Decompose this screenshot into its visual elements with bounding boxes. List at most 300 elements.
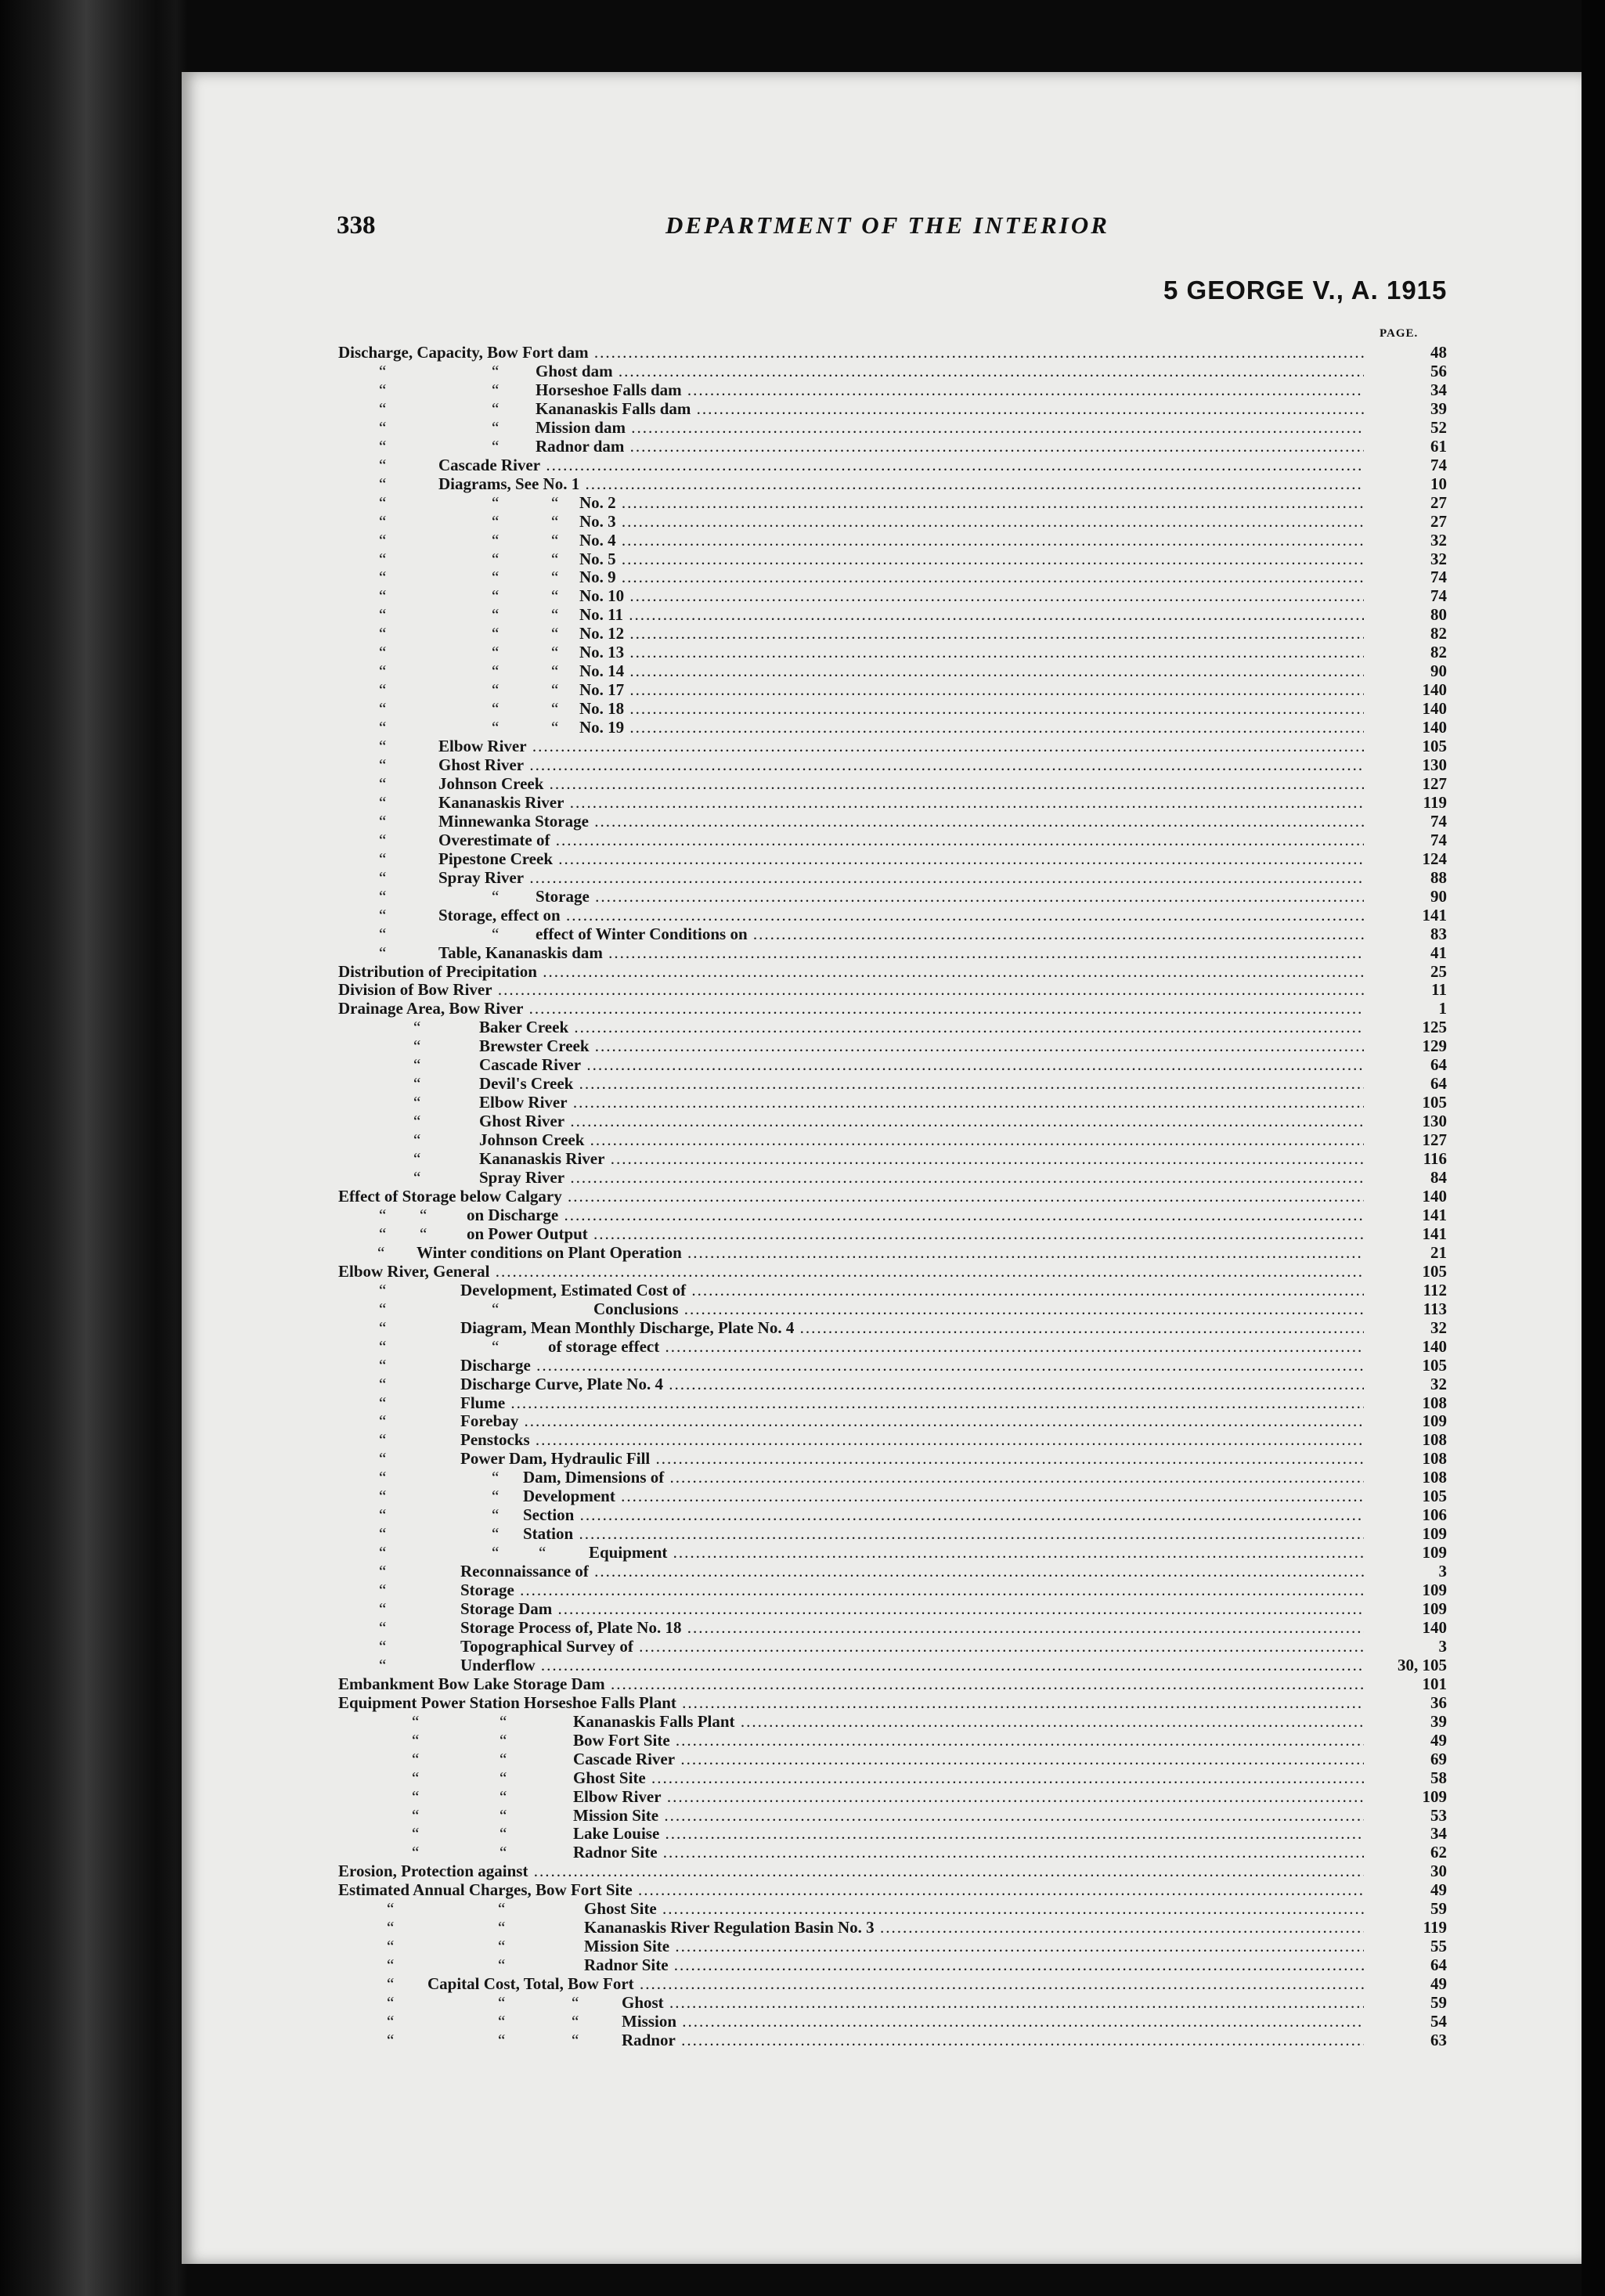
ditto-mark: “ bbox=[387, 1974, 395, 1993]
ditto-mark: “ bbox=[379, 550, 387, 568]
ditto-mark: “ bbox=[379, 774, 387, 793]
ditto-mark: “ bbox=[492, 380, 500, 399]
entry-page-number: 74 bbox=[1430, 586, 1447, 605]
ditto-mark: “ bbox=[551, 605, 559, 624]
index-entry bbox=[0, 1149, 1448, 1168]
entry-page-number: 130 bbox=[1422, 755, 1447, 774]
entry-page-number: 74 bbox=[1430, 812, 1447, 831]
entry-label: Effect of Storage below Calgary ..... bbox=[338, 1187, 1364, 1206]
index-entry bbox=[0, 1206, 1448, 1224]
entry-label: Forebay ..... bbox=[460, 1411, 1364, 1430]
ditto-mark: “ bbox=[379, 699, 387, 718]
ditto-mark: “ bbox=[500, 1843, 507, 1862]
ditto-mark: “ bbox=[500, 1824, 507, 1843]
ditto-mark: “ bbox=[492, 605, 500, 624]
ditto-mark: “ bbox=[498, 2012, 506, 2031]
entry-label: Distribution of Precipitation ..... bbox=[338, 962, 1364, 981]
entry-page-number: 108 bbox=[1422, 1449, 1447, 1468]
entry-page-number: 41 bbox=[1430, 943, 1447, 962]
entry-label: Elbow River, General ..... bbox=[338, 1262, 1364, 1281]
index-entry bbox=[0, 1731, 1448, 1750]
index-entry bbox=[0, 643, 1448, 661]
ditto-mark: “ bbox=[492, 1505, 500, 1524]
entry-label: Ghost ..... bbox=[622, 1993, 1364, 2012]
ditto-mark: “ bbox=[379, 1337, 387, 1356]
ditto-mark: “ bbox=[379, 1393, 387, 1412]
ditto-mark: “ bbox=[492, 1524, 500, 1543]
entry-page-number: 80 bbox=[1430, 605, 1447, 624]
entry-page-number: 11 bbox=[1431, 980, 1447, 999]
entry-label: on Discharge ..... bbox=[467, 1206, 1364, 1224]
ditto-mark: “ bbox=[379, 531, 387, 550]
index-entry bbox=[0, 661, 1448, 680]
ditto-mark: “ bbox=[412, 1824, 420, 1843]
entry-label: No. 9 ..... bbox=[579, 568, 1364, 586]
entry-page-number: 55 bbox=[1430, 1937, 1447, 1955]
entry-page-number: 54 bbox=[1430, 2012, 1447, 2031]
index-entry bbox=[0, 1112, 1448, 1130]
entry-label: Spray River ..... bbox=[479, 1168, 1364, 1187]
index-entry bbox=[0, 1974, 1448, 1993]
ditto-mark: “ bbox=[379, 399, 387, 418]
index-entry bbox=[0, 586, 1448, 605]
entry-page-number: 109 bbox=[1422, 1411, 1447, 1430]
ditto-mark: “ bbox=[500, 1768, 507, 1787]
ditto-mark: “ bbox=[387, 1899, 395, 1918]
ditto-mark: “ bbox=[379, 624, 387, 643]
entry-label: Elbow River ..... bbox=[479, 1093, 1364, 1112]
entry-page-number: 58 bbox=[1430, 1768, 1447, 1787]
entry-label: Underflow ..... bbox=[460, 1656, 1364, 1674]
index-entry bbox=[0, 1224, 1448, 1243]
index-entry bbox=[0, 1468, 1448, 1487]
entry-label: Devil's Creek ..... bbox=[479, 1074, 1364, 1093]
index-entry bbox=[0, 699, 1448, 718]
ditto-mark: “ bbox=[498, 1955, 506, 1974]
ditto-mark: “ bbox=[379, 925, 387, 943]
ditto-mark: “ bbox=[413, 1036, 421, 1055]
index-entry bbox=[0, 868, 1448, 887]
entry-page-number: 127 bbox=[1422, 1130, 1447, 1149]
entry-label: Storage, effect on ..... bbox=[438, 906, 1364, 925]
index-entry bbox=[0, 418, 1448, 437]
entry-page-number: 52 bbox=[1430, 418, 1447, 437]
entry-page-number: 30 bbox=[1430, 1862, 1447, 1880]
index-entry bbox=[0, 550, 1448, 568]
entry-page-number: 74 bbox=[1430, 568, 1447, 586]
entry-label: Division of Bow River ..... bbox=[338, 980, 1364, 999]
index-entry bbox=[0, 1130, 1448, 1149]
ditto-mark: “ bbox=[413, 1055, 421, 1074]
entry-page-number: 119 bbox=[1423, 1918, 1447, 1937]
ditto-mark: “ bbox=[492, 1487, 500, 1505]
entry-label: No. 4 ..... bbox=[579, 531, 1364, 550]
index-entry bbox=[0, 605, 1448, 624]
index-entry bbox=[0, 456, 1448, 474]
entry-page-number: 48 bbox=[1430, 343, 1447, 362]
index-entry bbox=[0, 362, 1448, 380]
ditto-mark: “ bbox=[492, 550, 500, 568]
entry-label: Mission dam ..... bbox=[536, 418, 1364, 437]
index-entry bbox=[0, 1993, 1448, 2012]
ditto-mark: “ bbox=[379, 380, 387, 399]
ditto-mark: “ bbox=[492, 568, 500, 586]
ditto-mark: “ bbox=[412, 1843, 420, 1862]
index-entry bbox=[0, 737, 1448, 755]
index-entry bbox=[0, 906, 1448, 925]
entry-page-number: 109 bbox=[1422, 1524, 1447, 1543]
index-entry bbox=[0, 1768, 1448, 1787]
ditto-mark: “ bbox=[413, 1149, 421, 1168]
entry-page-number: 125 bbox=[1422, 1018, 1447, 1036]
ditto-mark: “ bbox=[498, 1899, 506, 1918]
ditto-mark: “ bbox=[551, 624, 559, 643]
entry-label: Development, Estimated Cost of ..... bbox=[460, 1281, 1364, 1299]
index-entry bbox=[0, 1862, 1448, 1880]
entry-page-number: 32 bbox=[1430, 1318, 1447, 1337]
entry-page-number: 34 bbox=[1430, 380, 1447, 399]
entry-label: Discharge, Capacity, Bow Fort dam ..... bbox=[338, 343, 1364, 362]
ditto-mark: “ bbox=[551, 550, 559, 568]
ditto-mark: “ bbox=[492, 887, 500, 906]
ditto-mark: “ bbox=[379, 849, 387, 868]
entry-label: Storage ..... bbox=[536, 887, 1364, 906]
ditto-mark: “ bbox=[379, 1224, 387, 1243]
entry-label: Capital Cost, Total, Bow Fort ..... bbox=[427, 1974, 1364, 1993]
index-entry bbox=[0, 1318, 1448, 1337]
entry-label: Minnewanka Storage ..... bbox=[438, 812, 1364, 831]
entry-label: Radnor dam ..... bbox=[536, 437, 1364, 456]
ditto-mark: “ bbox=[492, 362, 500, 380]
ditto-mark: “ bbox=[387, 2012, 395, 2031]
ditto-mark: “ bbox=[492, 699, 500, 718]
index-entry bbox=[0, 1337, 1448, 1356]
entry-label: Elbow River ..... bbox=[573, 1787, 1364, 1806]
ditto-mark: “ bbox=[412, 1731, 420, 1750]
entry-page-number: 108 bbox=[1422, 1430, 1447, 1449]
index-entry bbox=[0, 1787, 1448, 1806]
ditto-mark: “ bbox=[413, 1018, 421, 1036]
entry-page-number: 141 bbox=[1422, 1224, 1447, 1243]
index-entry bbox=[0, 774, 1448, 793]
ditto-mark: “ bbox=[379, 493, 387, 512]
entry-page-number: 62 bbox=[1430, 1843, 1447, 1862]
ditto-mark: “ bbox=[379, 1375, 387, 1393]
index-entry bbox=[0, 718, 1448, 737]
entry-page-number: 32 bbox=[1430, 531, 1447, 550]
ditto-mark: “ bbox=[551, 512, 559, 531]
ditto-mark: “ bbox=[413, 1112, 421, 1130]
index-entry bbox=[0, 1449, 1448, 1468]
entry-label: Equipment Power Station Horseshoe Falls Plant ..... bbox=[338, 1693, 1364, 1712]
index-entry bbox=[0, 1487, 1448, 1505]
entry-label: Storage Process of, Plate No. 18 ..... bbox=[460, 1618, 1364, 1637]
ditto-mark: “ bbox=[500, 1712, 507, 1731]
ditto-mark: “ bbox=[498, 1918, 506, 1937]
entry-page-number: 27 bbox=[1430, 493, 1447, 512]
index-entry bbox=[0, 1674, 1448, 1693]
ditto-mark: “ bbox=[379, 1562, 387, 1581]
session-label: 5 GEORGE V., A. 1915 bbox=[1163, 276, 1448, 305]
entry-label: Ghost River ..... bbox=[438, 755, 1364, 774]
ditto-mark: “ bbox=[379, 1411, 387, 1430]
ditto-mark: “ bbox=[379, 1543, 387, 1562]
entry-page-number: 25 bbox=[1430, 962, 1447, 981]
index-entry bbox=[0, 925, 1448, 943]
index-entry bbox=[0, 980, 1448, 999]
entry-page-number: 3 bbox=[1438, 1562, 1447, 1581]
ditto-mark: “ bbox=[551, 718, 559, 737]
entry-page-number: 101 bbox=[1422, 1674, 1447, 1693]
ditto-mark: “ bbox=[379, 1299, 387, 1318]
entry-label: Baker Creek ..... bbox=[479, 1018, 1364, 1036]
index-entry bbox=[0, 380, 1448, 399]
ditto-mark: “ bbox=[413, 1168, 421, 1187]
index-entry bbox=[0, 1599, 1448, 1618]
index-entry bbox=[0, 1937, 1448, 1955]
ditto-mark: “ bbox=[379, 1206, 387, 1224]
entry-label: Storage Dam ..... bbox=[460, 1599, 1364, 1618]
entry-page-number: 141 bbox=[1422, 906, 1447, 925]
ditto-mark: “ bbox=[379, 1637, 387, 1656]
entry-page-number: 109 bbox=[1422, 1543, 1447, 1562]
entry-label: No. 10 ..... bbox=[579, 586, 1364, 605]
entry-page-number: 109 bbox=[1422, 1787, 1447, 1806]
entry-label: Spray River ..... bbox=[438, 868, 1364, 887]
ditto-mark: “ bbox=[379, 1656, 387, 1674]
ditto-mark: “ bbox=[539, 1543, 546, 1562]
entry-label: Storage ..... bbox=[460, 1581, 1364, 1599]
entry-page-number: 140 bbox=[1422, 1337, 1447, 1356]
entry-page-number: 59 bbox=[1430, 1899, 1447, 1918]
entry-label: Ghost River ..... bbox=[479, 1112, 1364, 1130]
index-entry bbox=[0, 1637, 1448, 1656]
ditto-mark: “ bbox=[379, 437, 387, 456]
index-entry bbox=[0, 1618, 1448, 1637]
entry-page-number: 119 bbox=[1423, 793, 1447, 812]
ditto-mark: “ bbox=[498, 1937, 506, 1955]
ditto-mark: “ bbox=[379, 812, 387, 831]
ditto-mark: “ bbox=[379, 1468, 387, 1487]
index-entry bbox=[0, 793, 1448, 812]
entry-page-number: 3 bbox=[1438, 1637, 1447, 1656]
index-entry bbox=[0, 1055, 1448, 1074]
entry-label: Table, Kananaskis dam ..... bbox=[438, 943, 1364, 962]
entry-page-number: 30, 105 bbox=[1398, 1656, 1447, 1674]
entry-label: Station ..... bbox=[523, 1524, 1364, 1543]
index-entry bbox=[0, 887, 1448, 906]
ditto-mark: “ bbox=[379, 887, 387, 906]
entry-label: Pipestone Creek ..... bbox=[438, 849, 1364, 868]
index-entry bbox=[0, 1375, 1448, 1393]
entry-label: Topographical Survey of ..... bbox=[460, 1637, 1364, 1656]
ditto-mark: “ bbox=[387, 1955, 395, 1974]
entry-label: No. 19 ..... bbox=[579, 718, 1364, 737]
entry-page-number: 39 bbox=[1430, 399, 1447, 418]
entry-page-number: 105 bbox=[1422, 1262, 1447, 1281]
entry-page-number: 106 bbox=[1422, 1505, 1447, 1524]
entry-label: effect of Winter Conditions on ..... bbox=[536, 925, 1364, 943]
entry-label: Flume ..... bbox=[460, 1393, 1364, 1412]
entry-label: Kananaskis River ..... bbox=[438, 793, 1364, 812]
ditto-mark: “ bbox=[379, 512, 387, 531]
index-entry bbox=[0, 1262, 1448, 1281]
ditto-mark: “ bbox=[379, 568, 387, 586]
index-entry bbox=[0, 1750, 1448, 1768]
entry-page-number: 140 bbox=[1422, 699, 1447, 718]
entry-page-number: 105 bbox=[1422, 1356, 1447, 1375]
ditto-mark: “ bbox=[551, 493, 559, 512]
entry-page-number: 10 bbox=[1430, 474, 1447, 493]
index-entry bbox=[0, 1806, 1448, 1825]
entry-label: Conclusions ..... bbox=[593, 1299, 1364, 1318]
entry-label: Radnor ..... bbox=[622, 2031, 1364, 2049]
ditto-mark: “ bbox=[412, 1787, 420, 1806]
index-entry bbox=[0, 1918, 1448, 1937]
ditto-mark: “ bbox=[492, 531, 500, 550]
entry-page-number: 90 bbox=[1430, 887, 1447, 906]
index-entry bbox=[0, 1168, 1448, 1187]
ditto-mark: “ bbox=[379, 1449, 387, 1468]
ditto-mark: “ bbox=[413, 1074, 421, 1093]
ditto-mark: “ bbox=[492, 586, 500, 605]
entry-page-number: 82 bbox=[1430, 643, 1447, 661]
ditto-mark: “ bbox=[379, 418, 387, 437]
index-entry bbox=[0, 1243, 1448, 1262]
ditto-mark: “ bbox=[379, 362, 387, 380]
entry-label: No. 3 ..... bbox=[579, 512, 1364, 531]
ditto-mark: “ bbox=[379, 456, 387, 474]
ditto-mark: “ bbox=[379, 755, 387, 774]
ditto-mark: “ bbox=[379, 1356, 387, 1375]
entry-label: Mission ..... bbox=[622, 2012, 1364, 2031]
entry-label: of storage effect ..... bbox=[548, 1337, 1364, 1356]
entry-page-number: 49 bbox=[1430, 1974, 1447, 1993]
ditto-mark: “ bbox=[420, 1206, 427, 1224]
ditto-mark: “ bbox=[500, 1806, 507, 1825]
entry-page-number: 113 bbox=[1423, 1299, 1447, 1318]
entry-page-number: 21 bbox=[1430, 1243, 1447, 1262]
ditto-mark: “ bbox=[413, 1130, 421, 1149]
entry-page-number: 108 bbox=[1422, 1393, 1447, 1412]
ditto-mark: “ bbox=[379, 1430, 387, 1449]
entry-page-number: 59 bbox=[1430, 1993, 1447, 2012]
ditto-mark: “ bbox=[551, 531, 559, 550]
entry-page-number: 108 bbox=[1422, 1468, 1447, 1487]
ditto-mark: “ bbox=[492, 718, 500, 737]
ditto-mark: “ bbox=[492, 493, 500, 512]
entry-label: Cascade River ..... bbox=[573, 1750, 1364, 1768]
index-entry bbox=[0, 1074, 1448, 1093]
index-entry bbox=[0, 849, 1448, 868]
entry-label: Kananaskis Falls Plant ..... bbox=[573, 1712, 1364, 1731]
ditto-mark: “ bbox=[379, 1581, 387, 1599]
entry-label: Mission Site ..... bbox=[584, 1937, 1364, 1955]
ditto-mark: “ bbox=[551, 568, 559, 586]
entry-label: Mission Site ..... bbox=[573, 1806, 1364, 1825]
index-entry bbox=[0, 2031, 1448, 2049]
entry-label: Elbow River ..... bbox=[438, 737, 1364, 755]
ditto-mark: “ bbox=[492, 1543, 500, 1562]
entry-label: Winter conditions on Plant Operation ..... bbox=[417, 1243, 1364, 1262]
index-entry bbox=[0, 1880, 1448, 1899]
entry-label: Discharge Curve, Plate No. 4 ..... bbox=[460, 1375, 1364, 1393]
entry-page-number: 109 bbox=[1422, 1599, 1447, 1618]
entry-page-number: 141 bbox=[1422, 1206, 1447, 1224]
entry-page-number: 1 bbox=[1438, 999, 1447, 1018]
ditto-mark: “ bbox=[413, 1093, 421, 1112]
entry-label: No. 18 ..... bbox=[579, 699, 1364, 718]
ditto-mark: “ bbox=[379, 1487, 387, 1505]
ditto-mark: “ bbox=[500, 1787, 507, 1806]
ditto-mark: “ bbox=[377, 1243, 385, 1262]
index-entry bbox=[0, 1411, 1448, 1430]
entry-label: Kananaskis River Regulation Basin No. 3 ..... bbox=[584, 1918, 1364, 1937]
entry-label: Drainage Area, Bow River ..... bbox=[338, 999, 1364, 1018]
entry-label: Brewster Creek ..... bbox=[479, 1036, 1364, 1055]
index-entry bbox=[0, 568, 1448, 586]
index-entry bbox=[0, 531, 1448, 550]
index-entry bbox=[0, 1356, 1448, 1375]
ditto-mark: “ bbox=[492, 661, 500, 680]
ditto-mark: “ bbox=[500, 1731, 507, 1750]
entry-page-number: 36 bbox=[1430, 1693, 1447, 1712]
entry-label: Lake Louise ..... bbox=[573, 1824, 1364, 1843]
index-entry bbox=[0, 812, 1448, 831]
ditto-mark: “ bbox=[379, 906, 387, 925]
ditto-mark: “ bbox=[572, 2012, 579, 2031]
ditto-mark: “ bbox=[492, 624, 500, 643]
index-entry bbox=[0, 1562, 1448, 1581]
entry-page-number: 27 bbox=[1430, 512, 1447, 531]
ditto-mark: “ bbox=[498, 1993, 506, 2012]
entry-label: No. 5 ..... bbox=[579, 550, 1364, 568]
entry-label: Discharge ..... bbox=[460, 1356, 1364, 1375]
ditto-mark: “ bbox=[420, 1224, 427, 1243]
entry-page-number: 69 bbox=[1430, 1750, 1447, 1768]
entry-label: Diagrams, See No. 1 ..... bbox=[438, 474, 1364, 493]
ditto-mark: “ bbox=[492, 643, 500, 661]
entry-page-number: 112 bbox=[1423, 1281, 1447, 1299]
page-column-label: PAGE. bbox=[1380, 327, 1419, 340]
index-entry bbox=[0, 1036, 1448, 1055]
entry-label: Embankment Bow Lake Storage Dam ..... bbox=[338, 1674, 1364, 1693]
index-entry bbox=[0, 943, 1448, 962]
entry-page-number: 49 bbox=[1430, 1731, 1447, 1750]
ditto-mark: “ bbox=[379, 737, 387, 755]
entry-label: Bow Fort Site ..... bbox=[573, 1731, 1364, 1750]
ditto-mark: “ bbox=[498, 2031, 506, 2049]
ditto-mark: “ bbox=[412, 1806, 420, 1825]
entry-label: Erosion, Protection against ..... bbox=[338, 1862, 1364, 1880]
ditto-mark: “ bbox=[379, 718, 387, 737]
ditto-mark: “ bbox=[379, 680, 387, 699]
entry-page-number: 39 bbox=[1430, 1712, 1447, 1731]
entry-page-number: 56 bbox=[1430, 362, 1447, 380]
ditto-mark: “ bbox=[492, 512, 500, 531]
ditto-mark: “ bbox=[379, 943, 387, 962]
entry-page-number: 140 bbox=[1422, 1618, 1447, 1637]
index-entry bbox=[0, 1899, 1448, 1918]
ditto-mark: “ bbox=[379, 643, 387, 661]
ditto-mark: “ bbox=[379, 1318, 387, 1337]
entry-label: Kananaskis River ..... bbox=[479, 1149, 1364, 1168]
entry-page-number: 63 bbox=[1430, 2031, 1447, 2049]
ditto-mark: “ bbox=[387, 1918, 395, 1937]
entry-label: Equipment ..... bbox=[589, 1543, 1364, 1562]
index-entry bbox=[0, 2012, 1448, 2031]
ditto-mark: “ bbox=[412, 1768, 420, 1787]
